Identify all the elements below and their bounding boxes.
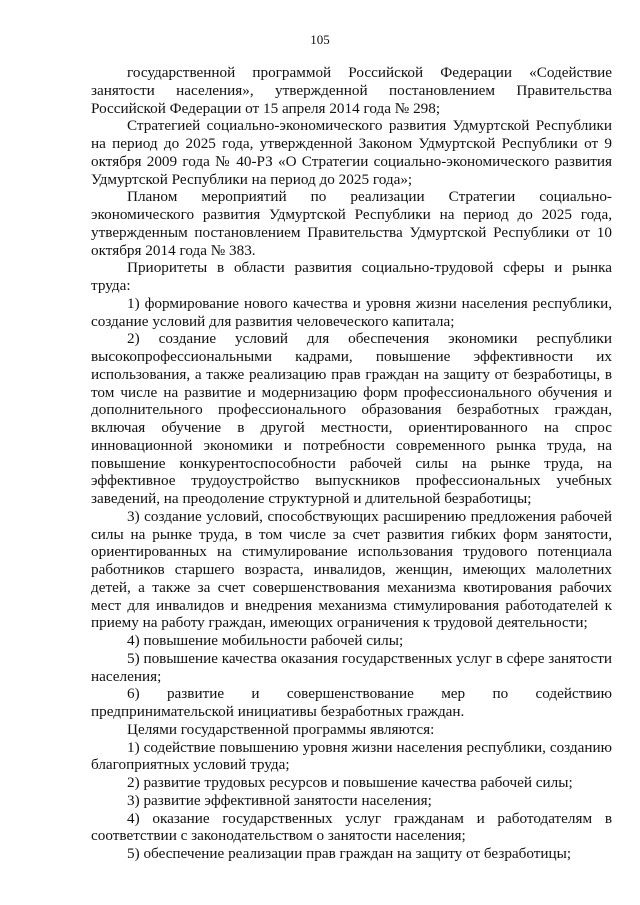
priority-item-5: 5) повышение качества оказания государственных услуг в сфере занятости населения; xyxy=(91,649,612,685)
page-number: 105 xyxy=(310,32,330,47)
document-body xyxy=(91,64,612,863)
priority-item-3: 3) создание условий, способствующих расширению предложения рабочей силы на рынке труда, в том числе за счет развития гибких форм занятости, ориентированных на стимулирование использования трудового потенциала работников старшего возраста, инвалидов, женщин, имеющих малолетних детей, а также за счет совершенствования механизма квотирования рабочих мест для инвалидов и внедрения механизма стимулирования работодателей к приему на работу граждан, имеющих ограничения к трудовой деятельности; xyxy=(91,507,612,632)
goal-item-4: 4) оказание государственных услуг гражданам и работодателям в соответствии с законодательством о занятости населения; xyxy=(91,809,612,845)
goal-item-5: 5) обеспечение реализации прав граждан на защиту от безработицы; xyxy=(127,845,572,862)
paragraph-strategy-reference: Стратегией социально-экономического развития Удмуртской Республики на период до 2025 года, утвержденной Законом Удмуртской Республики от 9 октября 2009 года № 40-РЗ «О Стратегии социально-экономического развития Удмуртской Республики на период до 2025 года»; xyxy=(91,117,612,188)
paragraph-action-plan-reference: Планом мероприятий по реализации Стратегии социально-экономического развития Удмуртской Республики на период до 2025 года, утвержденным постановлением Правительства Удмуртской Республики от 10 октября 2014 года № 383. xyxy=(91,188,612,259)
goal-item-1: 1) содействие повышению уровня жизни населения республики, созданию благоприятных условий труда; xyxy=(91,738,612,774)
priority-item-2: 2) создание условий для обеспечения экономики республики высокопрофессиональными кадрами, повышение эффективности их использования, а также реализацию прав граждан на защиту от безработицы, в том числе на развитие и модернизацию форм профессионального обучения и дополнительного профессионального образования безработных граждан, включая обучение в другой местности, ориентированного на спрос инновационной экономики и потребности современного рынка труда, на повышение конкурентоспособности рабочей силы на рынке труда, на эффективное трудоустройство выпускников профессиональных учебных заведений, на преодоление структурной и длительной безработицы; xyxy=(91,330,612,507)
priority-item-1: 1) формирование нового качества и уровня жизни населения республики, создание условий для развития человеческого капитала; xyxy=(91,294,612,330)
priority-item-4: 4) повышение мобильности рабочей силы; xyxy=(127,632,404,649)
goal-item-3: 3) развитие эффективной занятости населения; xyxy=(127,791,432,809)
priorities-heading: Приоритеты в области развития социально-трудовой сферы и рынка труда: xyxy=(91,259,612,294)
priority-item-6: 6) развитие и совершенствование мер по содействию предпринимательской инициативы безработных граждан. xyxy=(91,685,612,720)
paragraph-program-reference: государственной программой Российской Федерации «Содействие занятости населения», утвержденной постановлением Правительства Российской Федерации от 15 апреля 2014 года № 298; xyxy=(91,64,612,117)
goals-heading: Целями государственной программы являются: xyxy=(127,720,435,738)
goal-item-2: 2) развитие трудовых ресурсов и повышение качества рабочей силы; xyxy=(127,774,573,791)
